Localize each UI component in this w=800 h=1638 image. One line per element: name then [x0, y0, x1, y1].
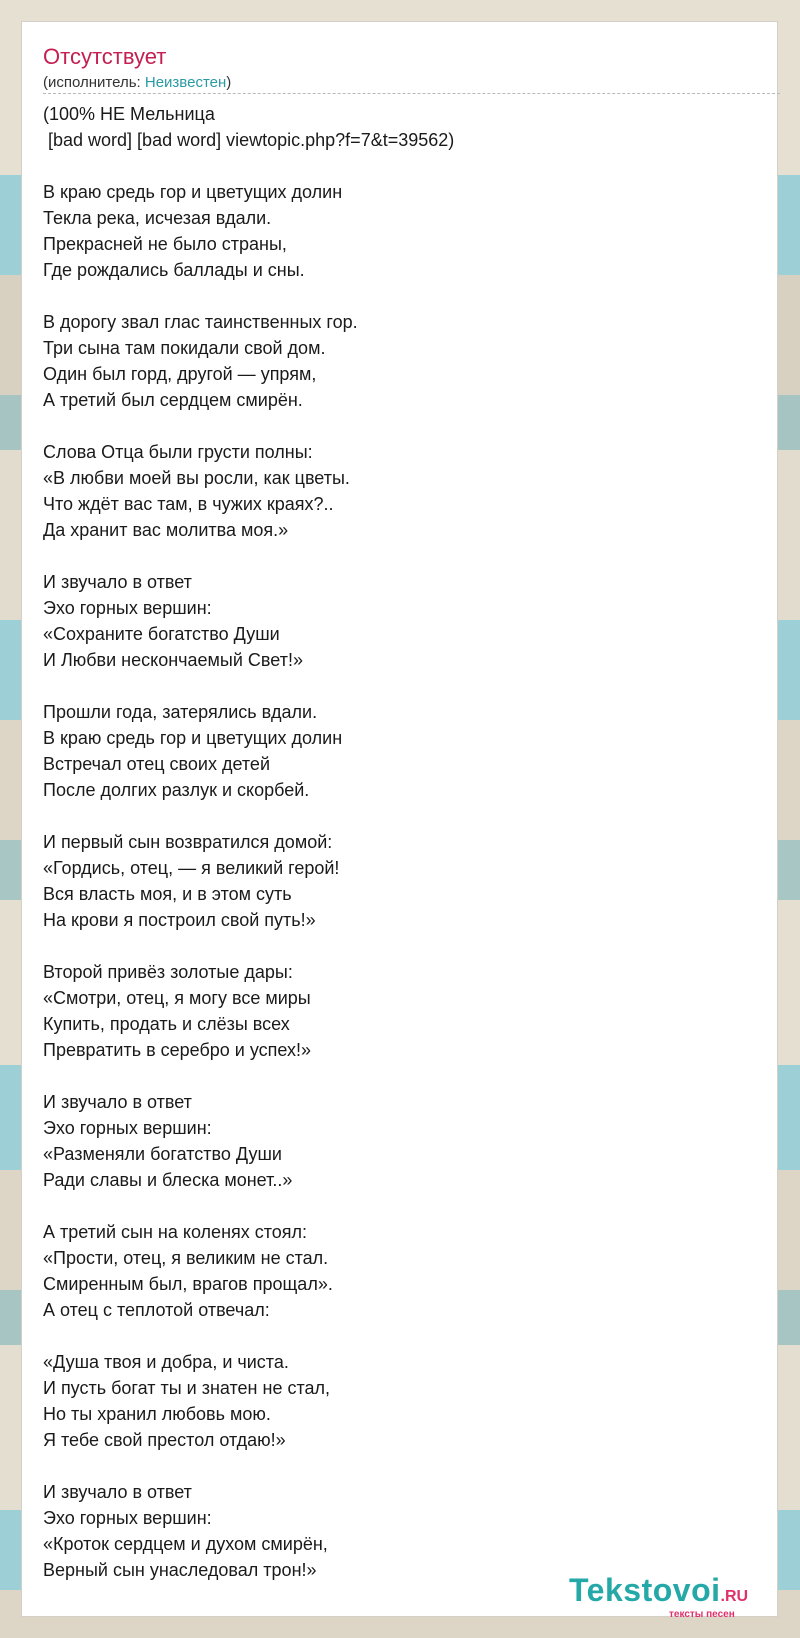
site-logo[interactable] [569, 1572, 749, 1620]
logo-name: Tekstovoi [569, 1572, 721, 1608]
performer-link[interactable]: Неизвестен [144, 74, 227, 91]
title-divider [43, 93, 780, 94]
lyrics-text: (100% НЕ Мельница [bad word] [bad word] viewtopic.php?f=7&t=39562) В краю средь гор и цветущих долин Текла река, исчезая вдали. Прекрасней не было страны, Где рождались баллады и сны. В дорогу звал глас таинственных гор. Три сына там покидали свой дом. Один был горд, другой — упрям, А третий был сердцем смирён. Слова Отца были грусти полны: «В любви моей вы росли, как цветы. Что ждёт вас там, в чужих краях?.. Да хранит вас молитва моя.» И звучало в ответ Эхо горных вершин: «Сохраните богатство Души И Любви нескончаемый Свет!» Прошли года, затерялись вдали. В краю средь гор и цветущих долин Встречал отец своих детей После долгих разлук и скорбей. И первый сын возвратился домой: «Гордись, отец, — я великий герой! Вся власть моя, и в этом суть На крови я построил свой путь!» Второй привёз золотые дары: «Смотри, отец, я могу все миры Купить, продать и слёзы всех Превратить в серебро и успех!» И звучало в ответ Эхо горных вершин: «Разменяли богатство Души Ради славы и блеска монет..» А третий сын на коленях стоял: «Прости, отец, я великим не стал. Смиренным был, врагов прощал». А отец с теплотой отвечал: «Душа твоя и добра, и чиста. И пусть богат ты и знатен не стал, Но ты хранил любовь мою. Я тебе свой престол отдаю!» И звучало в ответ Эхо горных вершин: «Кроток сердцем и духом смирён, Верный сын унаследовал трон!» [43, 104, 455, 1580]
lyrics-card [21, 21, 778, 1620]
logo-tagline: тексты песен [669, 1609, 735, 1620]
performer-suffix: ) [226, 74, 232, 91]
performer-line [43, 74, 231, 91]
performer-prefix: (исполнитель: [43, 74, 145, 91]
song-title: Отсутствует [43, 44, 167, 69]
logo-tld: .RU [720, 1588, 749, 1605]
